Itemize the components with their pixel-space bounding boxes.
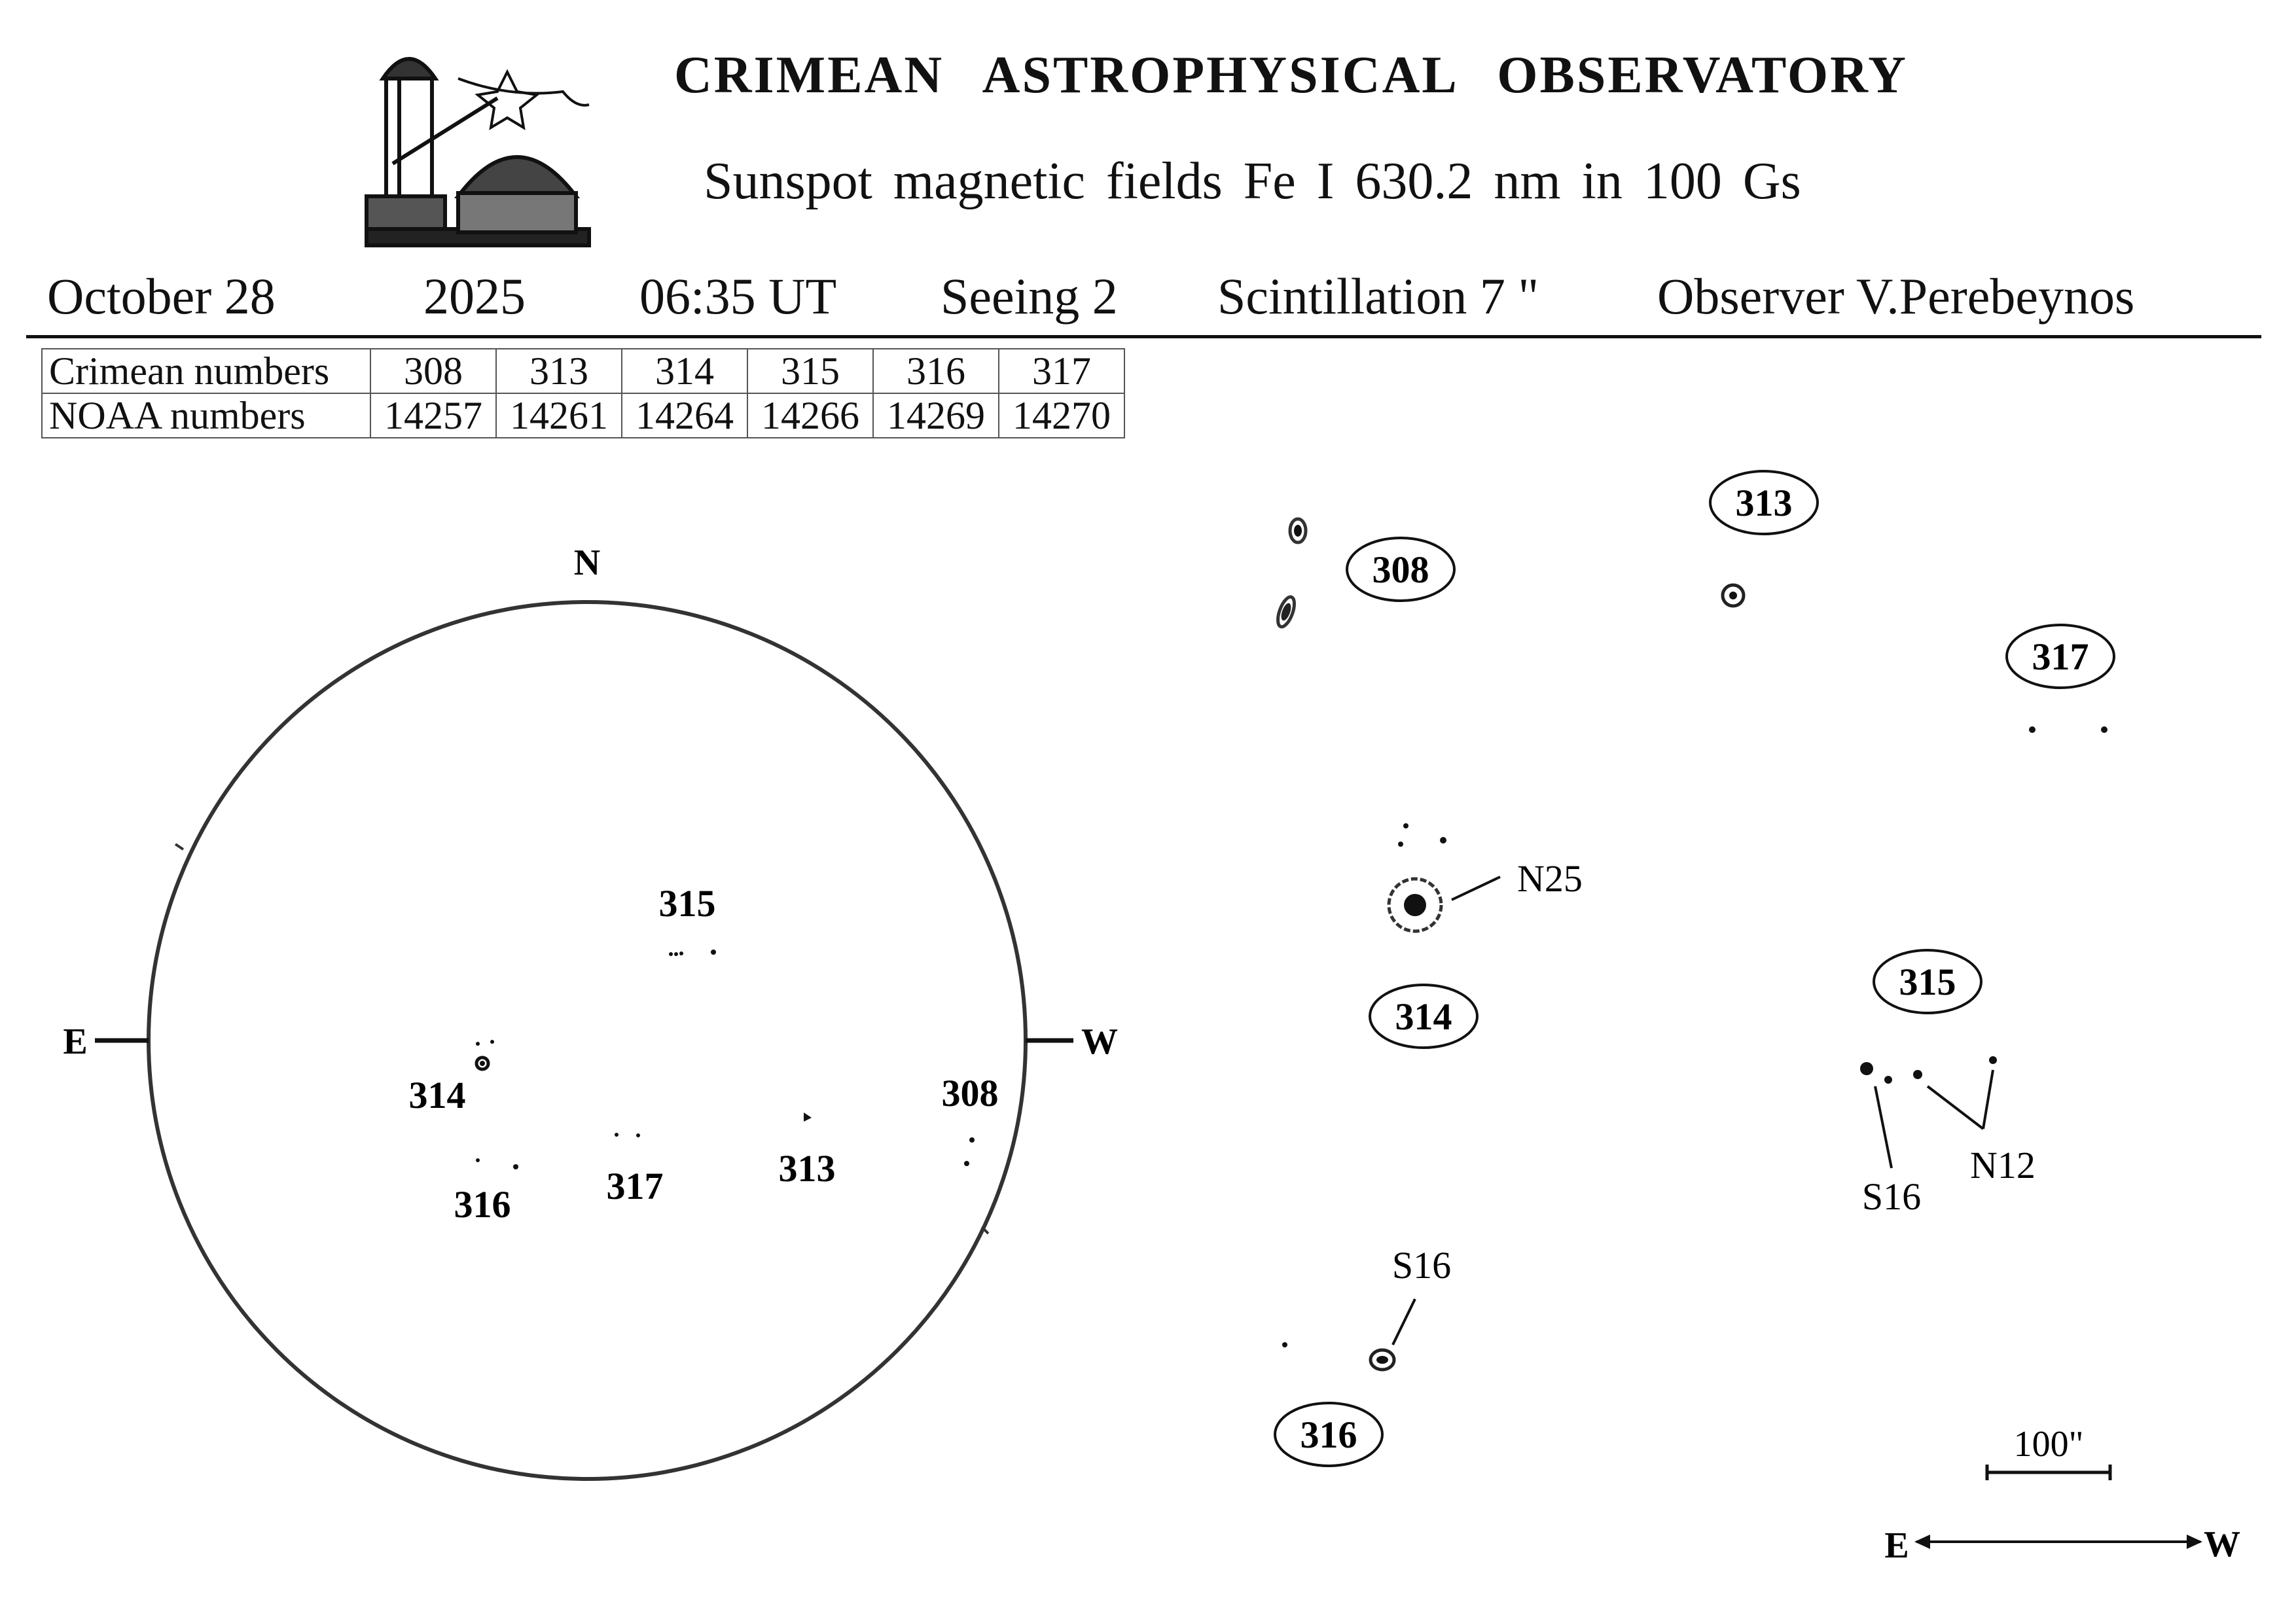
direction-east: E xyxy=(1884,1525,1909,1566)
table-cell: 14270 xyxy=(999,393,1124,438)
field-label: S16 xyxy=(1861,1175,1922,1218)
date-label: October 28 xyxy=(47,268,276,325)
region-label: 308 xyxy=(1372,548,1429,591)
region-label: 315 xyxy=(1899,961,1956,1003)
table-cell: 14266 xyxy=(747,393,873,438)
detail-region-314 xyxy=(1370,823,1583,1048)
row-label: NOAA numbers xyxy=(42,393,370,438)
north-label: N xyxy=(573,542,601,583)
east-label: E xyxy=(63,1022,88,1062)
detail-region-315 xyxy=(1860,950,2036,1218)
scale-bar xyxy=(1986,1424,2111,1480)
year-label: 2025 xyxy=(423,268,526,325)
detail-region-316 xyxy=(1275,1244,1451,1466)
west-label: W xyxy=(1081,1022,1118,1062)
observer-label: Observer V.Perebeynos xyxy=(1657,268,2135,325)
time-label: 06:35 UT xyxy=(639,268,837,325)
page-title: CRIMEAN ASTROPHYSICAL OBSERVATORY xyxy=(674,46,1908,104)
table-cell: 316 xyxy=(873,349,999,393)
table-cell: 308 xyxy=(370,349,496,393)
disk-spots xyxy=(476,950,975,1169)
disk-region-label: 317 xyxy=(606,1165,664,1207)
row-label: Crimean numbers xyxy=(42,349,370,393)
table-cell: 314 xyxy=(622,349,747,393)
region-label: 313 xyxy=(1735,482,1793,524)
detail-region-308 xyxy=(1274,519,1454,629)
direction-west: W xyxy=(2204,1524,2240,1565)
table-cell: 14261 xyxy=(496,393,622,438)
table-cell: 14264 xyxy=(622,393,747,438)
table-cell: 313 xyxy=(496,349,622,393)
disk-region-label: 308 xyxy=(941,1072,999,1114)
field-label: N12 xyxy=(1970,1144,2036,1186)
field-label: S16 xyxy=(1391,1244,1452,1287)
disk-region-label: 314 xyxy=(408,1074,466,1116)
region-label: 314 xyxy=(1395,995,1452,1038)
scale-label: 100" xyxy=(2013,1424,2084,1465)
table-cell: 317 xyxy=(999,349,1124,393)
scintillation-label: Scintillation 7 " xyxy=(1217,268,1539,325)
region-label: 316 xyxy=(1300,1413,1357,1456)
seeing-label: Seeing 2 xyxy=(941,268,1118,325)
region-label: 317 xyxy=(2032,635,2089,678)
table-cell: 14257 xyxy=(370,393,496,438)
direction-arrow xyxy=(1884,1524,2240,1566)
detail-region-317 xyxy=(2007,625,2114,733)
solar-disk xyxy=(63,542,1118,1479)
field-label: N25 xyxy=(1517,857,1583,900)
disk-region-label: 313 xyxy=(778,1147,836,1190)
disk-region-label: 316 xyxy=(454,1183,511,1226)
disk-region-label: 315 xyxy=(658,882,716,925)
table-cell: 315 xyxy=(747,349,873,393)
page-subtitle: Sunspot magnetic fields Fe I 630.2 nm in 100 Gs xyxy=(704,152,1801,210)
detail-region-313 xyxy=(1710,471,1818,606)
table-cell: 14269 xyxy=(873,393,999,438)
